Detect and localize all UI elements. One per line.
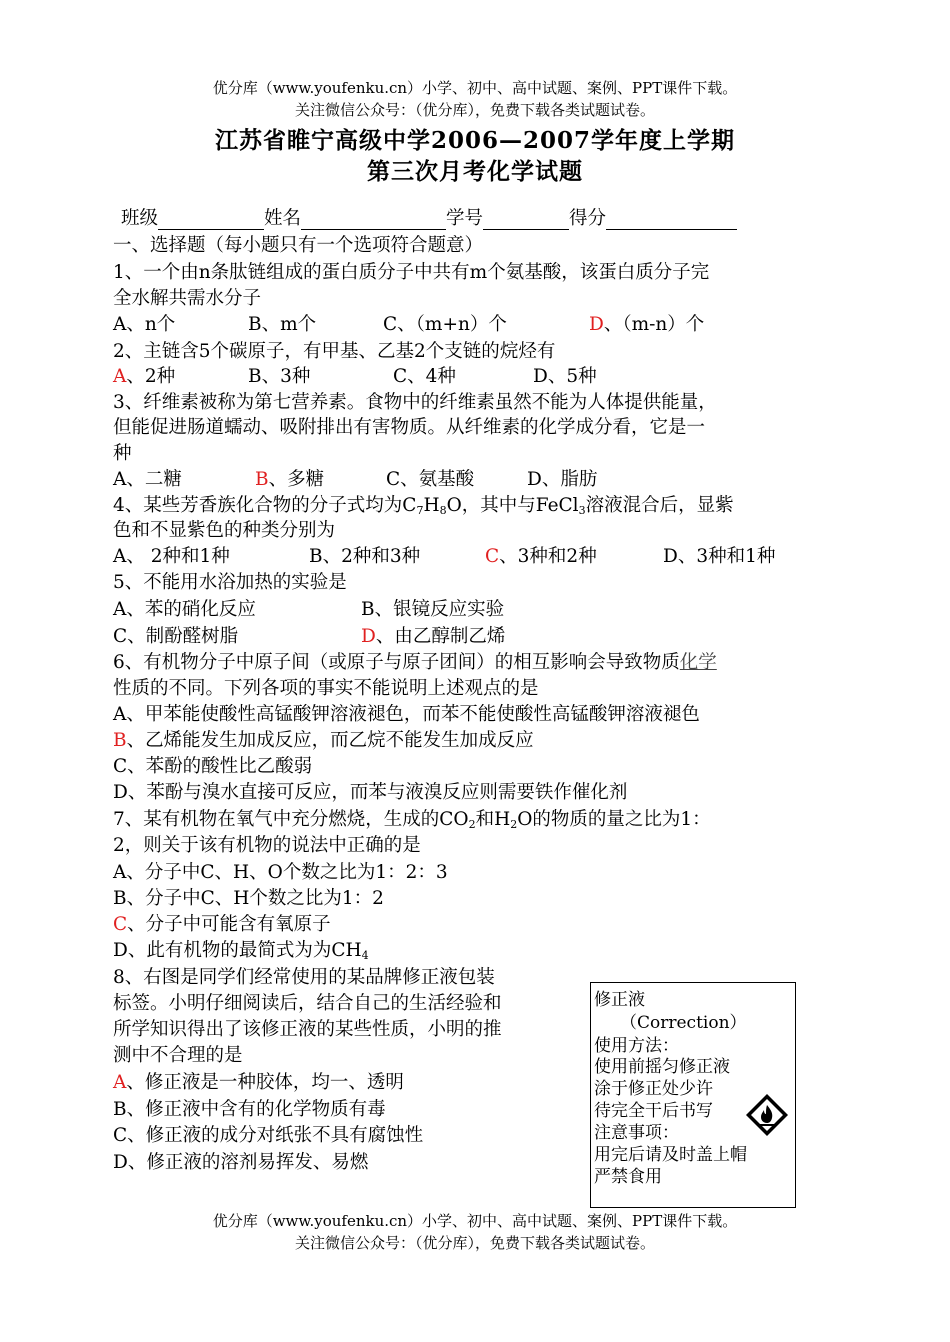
q6-option-b [113,726,534,752]
q7-stem-1 [113,805,711,831]
title-line-2: 第三次月考化学试题 [367,158,583,185]
q7-option-b: B、分子中C、H个数之比为1：2 [113,888,384,909]
q8-stem-2: 标签。小明仔细阅读后，结合自己的生活经验和 [113,993,502,1014]
chemistry-link[interactable]: 化学 [679,652,717,673]
q4-stem-2: 色和不显紫色的种类分别为 [113,520,336,541]
q7-option-a: A、分子中C、H、O个数之比为1：2：3 [113,862,448,883]
q1-stem-1: 1、一个由n条肽链组成的蛋白质分子中共有m个氨基酸，该蛋白质分子完 [113,262,710,283]
q3-answer-letter: B [255,469,269,490]
score-field[interactable] [606,209,737,230]
q4-sub-7: 7 [416,504,424,517]
q8-option-a [113,1068,404,1094]
q7-sub-4: 4 [361,949,369,962]
q4-h: H [423,495,440,516]
q4-stem-1c: 溶液混合后，显紫 [585,495,734,516]
q5-option-b: B、银镜反应实验 [361,599,505,620]
q8-option-a-text: 、修正液是一种胶体，均一、透明 [126,1072,404,1093]
q7-sub-2b: 2 [510,818,518,831]
q2-stem: 2、主链含5个碳原子，有甲基、乙基2个支链的烷烃有 [113,341,556,362]
label-note-2: 严禁食用 [594,1167,662,1187]
q3-stem-3: 种 [113,443,132,464]
q7-stem-1b: 和H [475,809,511,830]
q2-option-a-text: 、2种 [126,366,176,387]
q4-sub-3: 3 [578,504,586,517]
q8-option-c: C、修正液的成分对纸张不具有腐蚀性 [113,1125,424,1146]
q5-option-c: C、制酚醛树脂 [113,626,239,647]
section-heading: 一、选择题（每小题只有一个选项符合题意） [113,235,484,256]
label-usage-heading: 使用方法： [594,1036,679,1056]
q5-option-a: A、苯的硝化反应 [113,599,256,620]
q6-option-d: D、苯酚与溴水直接可反应，而苯与液溴反应则需要铁作催化剂 [113,782,628,803]
q4-stem-1a: 4、某些芳香族化合物的分子式均为C [113,495,417,516]
q5-option-d [361,622,505,648]
q3-option-d: D、脂肪 [527,469,598,490]
q5-option-d-text: 、由乙醇制乙烯 [375,626,506,647]
q7-option-d-text: D、此有机物的最简式为为CH [113,940,362,961]
q3-stem-1: 3、纤维素被称为第七营养素。食物中的纤维素虽然不能为人体提供能量， [113,392,717,413]
q1-option-d-text: 、（m-n）个 [603,314,705,335]
q1-option-c: C、（m+n）个 [383,314,507,335]
q2-option-a [113,362,175,388]
flammable-warning-icon [745,1093,789,1137]
q7-stem-1c: O的物质的量之比为1： [517,809,711,830]
q1-answer-letter: D [589,314,604,335]
class-label: 班级 [121,208,159,229]
q6-stem-2: 性质的不同。下列各项的事实不能说明上述观点的是 [113,678,539,699]
student-info-row [121,204,737,230]
q8-option-d: D、修正液的溶剂易挥发、易燃 [113,1152,369,1173]
q4-stem-1b: O，其中与FeCl [446,495,579,516]
id-field[interactable] [483,209,569,230]
q4-sub-8: 8 [439,504,447,517]
q3-stem-2: 但能促进肠道蠕动、吸附排出有害物质。从纤维素的化学成分看，它是一 [113,417,706,438]
q6-option-b-text: 、乙烯能发生加成反应，而乙烷不能发生加成反应 [126,730,534,751]
q2-option-c: C、4种 [393,366,456,387]
q1-stem-2: 全水解共需水分子 [113,288,262,309]
q8-answer-letter: A [113,1072,127,1093]
footer-line-2: 关注微信公众号：（优分库），免费下载各类试题试卷。 [294,1234,655,1252]
q4-option-c-text: 、3种和2种 [499,546,597,567]
q2-option-d: D、5种 [533,366,597,387]
q1-option-b: B、m个 [248,314,317,335]
q1-option-d [589,310,704,336]
q5-stem: 5、不能用水浴加热的实验是 [113,572,347,593]
q7-stem-2: 2，则关于该有机物的说法中正确的是 [113,835,421,856]
q7-option-c [113,910,331,936]
footer-line-1: 优分库（www.youfenku.cn）小学、初中、高中试题、案例、PPT课件下载。 [212,1212,738,1230]
q2-answer-letter: A [113,366,127,387]
q3-option-b-text: 、多糖 [268,469,325,490]
class-field[interactable] [158,209,264,230]
q3-option-b [255,465,324,491]
q1-option-a: A、n个 [113,314,176,335]
score-label: 得分 [569,208,607,229]
q5-answer-letter: D [361,626,376,647]
q4-option-a: A、 2种和1种 [113,546,230,567]
q4-option-c [485,542,597,568]
q8-option-b: B、修正液中含有的化学物质有毒 [113,1099,386,1120]
title-line-1: 江苏省睢宁高级中学2006—2007学年度上学期 [214,127,736,154]
q3-option-a: A、二糖 [113,469,182,490]
q6-option-a: A、甲苯能使酸性高锰酸钾溶液褪色，而苯不能使酸性高锰酸钾溶液褪色 [113,704,700,725]
header-line-2: 关注微信公众号：（优分库），免费下载各类试题试卷。 [294,101,655,119]
q8-stem-3: 所学知识得出了该修正液的某些性质，小明的推 [113,1019,502,1040]
q6-option-c: C、苯酚的酸性比乙酸弱 [113,756,313,777]
q4-option-d: D、3种和1种 [663,546,776,567]
q3-option-c: C、氨基酸 [386,469,475,490]
label-title: 修正液 [594,990,645,1010]
q7-stem-1a: 7、某有机物在氧气中充分燃烧，生成的CO [113,809,469,830]
q6-answer-letter: B [113,730,127,751]
label-usage-3: 待完全干后书写 [594,1101,713,1121]
name-label: 姓名 [264,208,302,229]
q7-option-c-text: 、分子中可能含有氧原子 [127,914,331,935]
q7-answer-letter: C [113,914,128,935]
id-label: 学号 [446,208,484,229]
label-subtitle: （Correction） [620,1013,747,1033]
q8-stem-1: 8、右图是同学们经常使用的某品牌修正液包装 [113,967,495,988]
q2-option-b: B、3种 [248,366,311,387]
q4-answer-letter: C [485,546,500,567]
label-usage-2: 涂于修正处少许 [594,1079,713,1099]
header-line-1: 优分库（www.youfenku.cn）小学、初中、高中试题、案例、PPT课件下载。 [212,79,738,97]
q7-sub-2a: 2 [468,818,476,831]
q6-stem-1 [113,648,717,674]
q4-option-b: B、2种和3种 [309,546,421,567]
q8-stem-4: 测中不合理的是 [113,1045,243,1066]
q6-stem-1-text: 6、有机物分子中原子间（或原子与原子团间）的相互影响会导致物质 [113,652,680,673]
name-field[interactable] [301,209,446,230]
q4-stem-1 [113,491,734,517]
label-notes-heading: 注意事项： [594,1123,679,1143]
label-usage-1: 使用前摇匀修正液 [594,1057,730,1077]
q7-option-d [113,936,369,962]
label-note-1: 用完后请及时盖上帽 [594,1145,747,1165]
